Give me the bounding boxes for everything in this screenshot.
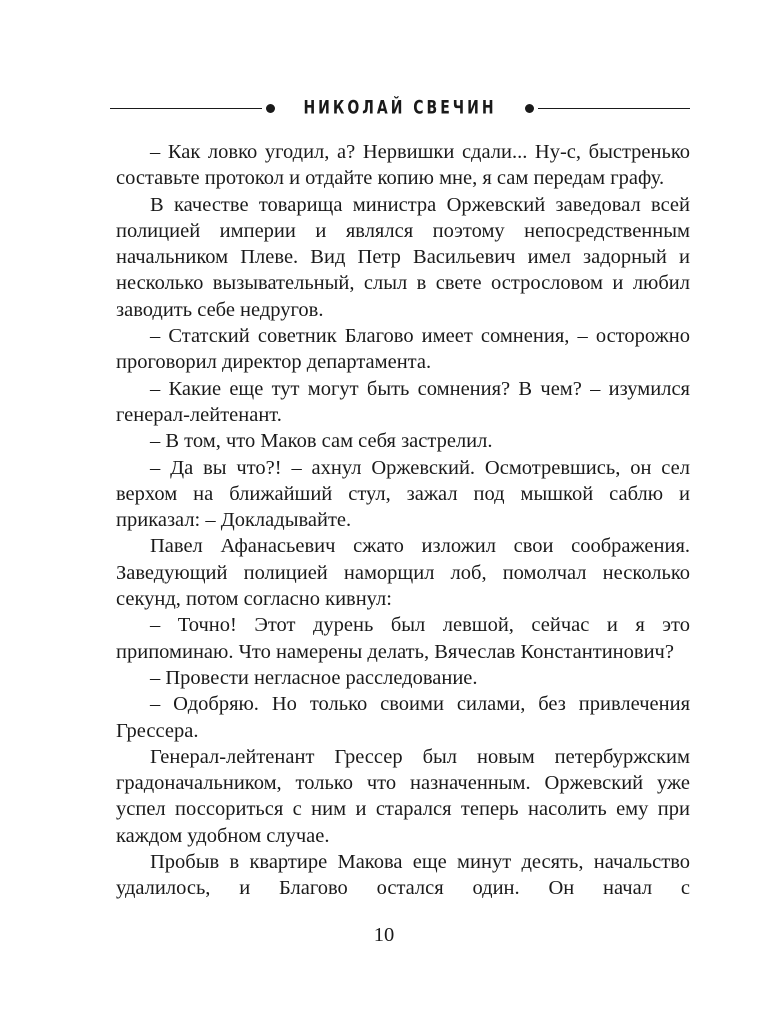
header-dot-left [266,104,275,113]
paragraph: – Как ловко угодил, а? Нервишки сдали... Ну-с, быстренько составьте протокол и отдайте копию мне, я сам передам графу. [116,141,690,190]
paragraph: – Да вы что?! – ахнул Оржевский. Осмотревшись, он сел верхом на ближайший стул, зажал под мышкой саблю и приказал: – Докладывайте. [116,456,690,532]
paragraph: – Какие еще тут могут быть сомнения? В чем? – изумился генерал-лейтенант. [116,377,690,426]
header-rule-left [110,108,262,109]
paragraph: В качестве товарища министра Оржевский заведовал всей полицией империи и являлся поэтому непосредственным начальником Плеве. Вид Петр Васильевич имел задорный и несколько вызывательный, слыл в свете острословом и любил заводить себе недругов. [116,193,690,321]
paragraph: – Провести негласное расследование. [150,666,478,689]
paragraph: Павел Афанасьевич сжато изложил свои соображения. Заведующий полицией наморщил лоб, помолчал несколько секунд, потом согласно кивнул: [116,535,690,611]
body-text [116,139,690,902]
paragraph: – Точно! Этот дурень был левшой, сейчас и я это припоминаю. Что намерены делать, Вячеслав Константинович? [116,614,690,663]
paragraph: Пробыв в квартире Макова еще минут десять, начальство удалилось, и Благово остался один. Он начал с [116,851,690,900]
header-rule-right [538,108,690,109]
paragraph: Генерал-лейтенант Грессер был новым петербуржским градоначальником, только что назначенным. Оржевский уже успел поссориться с ним и старался теперь насолить ему при каждом удобном случае. [116,745,690,847]
header-author: НИКОЛАЙ СВЕЧИН [303,97,497,119]
page-number: 10 [373,924,395,946]
paragraph: – Одобряю. Но только своими силами, без привлечения Грессера. [116,693,690,742]
header-dot-right [525,104,534,113]
paragraph: – Статский советник Благово имеет сомнения, – осторожно проговорил директор департамента. [116,325,690,374]
running-header [110,95,690,121]
paragraph: – В том, что Маков сам себя застрелил. [150,430,493,453]
